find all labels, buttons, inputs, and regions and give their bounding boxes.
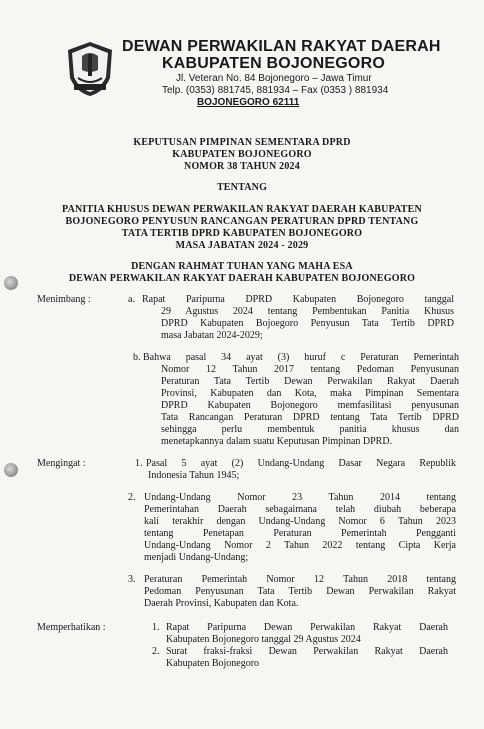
text-line: Daerah Provinsi, Kabupaten dan Kota. xyxy=(144,598,299,609)
text-line: Undang-Undang Nomor 2 Tahun 2022 tentang Cipta Kerja xyxy=(144,540,456,551)
institution-name: DEWAN PERWAKILAN RAKYAT DAERAH xyxy=(122,38,441,55)
text-line: Rapat Paripurna DPRD Kabupaten Bojonegoro tanggal xyxy=(142,294,454,305)
mengingat-item-1 xyxy=(146,458,456,482)
preamble-line: DENGAN RAHMAT TUHAN YANG MAHA ESA xyxy=(131,261,353,272)
memperhatikan-item-2 xyxy=(166,646,448,670)
mengingat-item-3 xyxy=(144,574,456,610)
punch-hole xyxy=(4,463,18,477)
mengingat-item-2 xyxy=(144,492,456,564)
subject-line: PANITIA KHUSUS DEWAN PERWAKILAN RAKYAT DAERAH KABUPATEN xyxy=(62,204,422,215)
decree-number: NOMOR 38 TAHUN 2024 xyxy=(184,161,300,172)
text-line: Peraturan Tata Tertib Dewan Perwakilan Rakyat Daerah xyxy=(161,376,459,387)
punch-hole xyxy=(4,276,18,290)
subject-line: BOJONEGORO PENYUSUN RANCANGAN PERATURAN DPRD TENTANG xyxy=(65,216,419,227)
text-line: kali terakhir dengan Undang-Undang Nomor 6 Tahun 2023 xyxy=(144,516,456,527)
list-marker: 1. xyxy=(152,622,160,633)
institution-phone: Telp. (0353) 881745, 881934 – Fax (0353 ) 881934 xyxy=(162,85,389,96)
list-marker: 2. xyxy=(128,492,136,503)
text-line: Rapat Paripurna Dewan Perwakilan Rakyat Daerah xyxy=(166,622,448,633)
list-marker: 1. xyxy=(135,458,143,469)
text-line: Indonesia Tahun 1945; xyxy=(148,470,240,481)
tentang-heading: TENTANG xyxy=(216,182,268,193)
list-marker: b. xyxy=(133,352,141,363)
list-marker: 3. xyxy=(128,574,136,585)
menimbang-item-b xyxy=(143,352,459,448)
list-marker: a. xyxy=(128,294,135,305)
text-line: Pedoman Penyusunan Tata Tertib Dewan Perwakilan Rakyat xyxy=(144,586,456,597)
text-line: menetapkannya dalam suatu Keputusan Pimpinan DPRD. xyxy=(161,436,393,447)
list-marker: 2. xyxy=(152,646,160,657)
menimbang-item-a xyxy=(142,294,454,342)
decree-title: KEPUTUSAN PIMPINAN SEMENTARA DPRD xyxy=(133,137,351,148)
memperhatikan-label: Memperhatikan : xyxy=(37,622,106,633)
text-line: sehingga perlu membentuk panitia khusus dan xyxy=(161,424,459,435)
text-line: Kabupaten Bojonegoro tanggal 29 Agustus 2024 xyxy=(166,634,361,645)
text-line: DPRD Kabupaten Bojoegoro Penyusun Tata Tertib DPRD xyxy=(161,318,454,329)
text-line: Nomor 12 Tahun 2017 tentang Pedoman Penyusunan xyxy=(161,364,459,375)
text-line: Pemerintahan Daerah sebagaimana telah diubah beberapa xyxy=(144,504,456,515)
institution-city-code: BOJONEGORO 62111 xyxy=(197,97,300,108)
text-line: DPRD Kabupaten Bojonegoro memfasilitasi penyusunan xyxy=(161,400,459,411)
text-line: Bahwa pasal 34 ayat (3) huruf c Peraturan Pemerintah xyxy=(143,352,459,363)
menimbang-label: Menimbang : xyxy=(37,294,91,305)
text-line: menjadi Undang-Undang; xyxy=(144,552,249,563)
institution-region: KABUPATEN BOJONEGORO xyxy=(162,55,385,72)
subject-line: TATA TERTIB DPRD KABUPATEN BOJONEGORO xyxy=(121,228,363,239)
text-line: Peraturan Pemerintah Nomor 12 Tahun 2018 tentang xyxy=(144,574,456,585)
decree-region: KABUPATEN BOJONEGORO xyxy=(172,149,312,160)
text-line: Kabupaten Bojonegoro xyxy=(166,658,260,669)
text-line: Surat fraksi-fraksi Dewan Perwakilan Rakyat Daerah xyxy=(166,646,448,657)
institution-address: Jl. Veteran No. 84 Bojonegoro – Jawa Timur xyxy=(176,73,372,84)
text-line: masa Jabatan 2024-2029; xyxy=(161,330,263,341)
text-line: 29 Agustus 2024 tentang Pembentukan Panitia Khusus xyxy=(161,306,454,317)
memperhatikan-item-1 xyxy=(166,622,448,646)
mengingat-label: Mengingat : xyxy=(37,458,86,469)
text-line: Pasal 5 ayat (2) Undang-Undang Dasar Negara Republik xyxy=(146,458,456,469)
text-line: Provinsi, Kabupaten dan Kota, maka Pimpinan Sementara xyxy=(161,388,459,399)
bojonegoro-crest-icon xyxy=(64,40,116,98)
subject-line: MASA JABATAN 2024 - 2029 xyxy=(175,240,309,251)
preamble-line: DEWAN PERWAKILAN RAKYAT DAERAH KABUPATEN BOJONEGORO xyxy=(68,273,416,284)
text-line: Undang-Undang Nomor 23 Tahun 2014 tentang xyxy=(144,492,456,503)
text-line: Tata Rancangan Peraturan DPRD tentang Tata Tertib DPRD xyxy=(161,412,459,423)
text-line: tentang Penetapan Peraturan Pemerintah Pengganti xyxy=(144,528,456,539)
